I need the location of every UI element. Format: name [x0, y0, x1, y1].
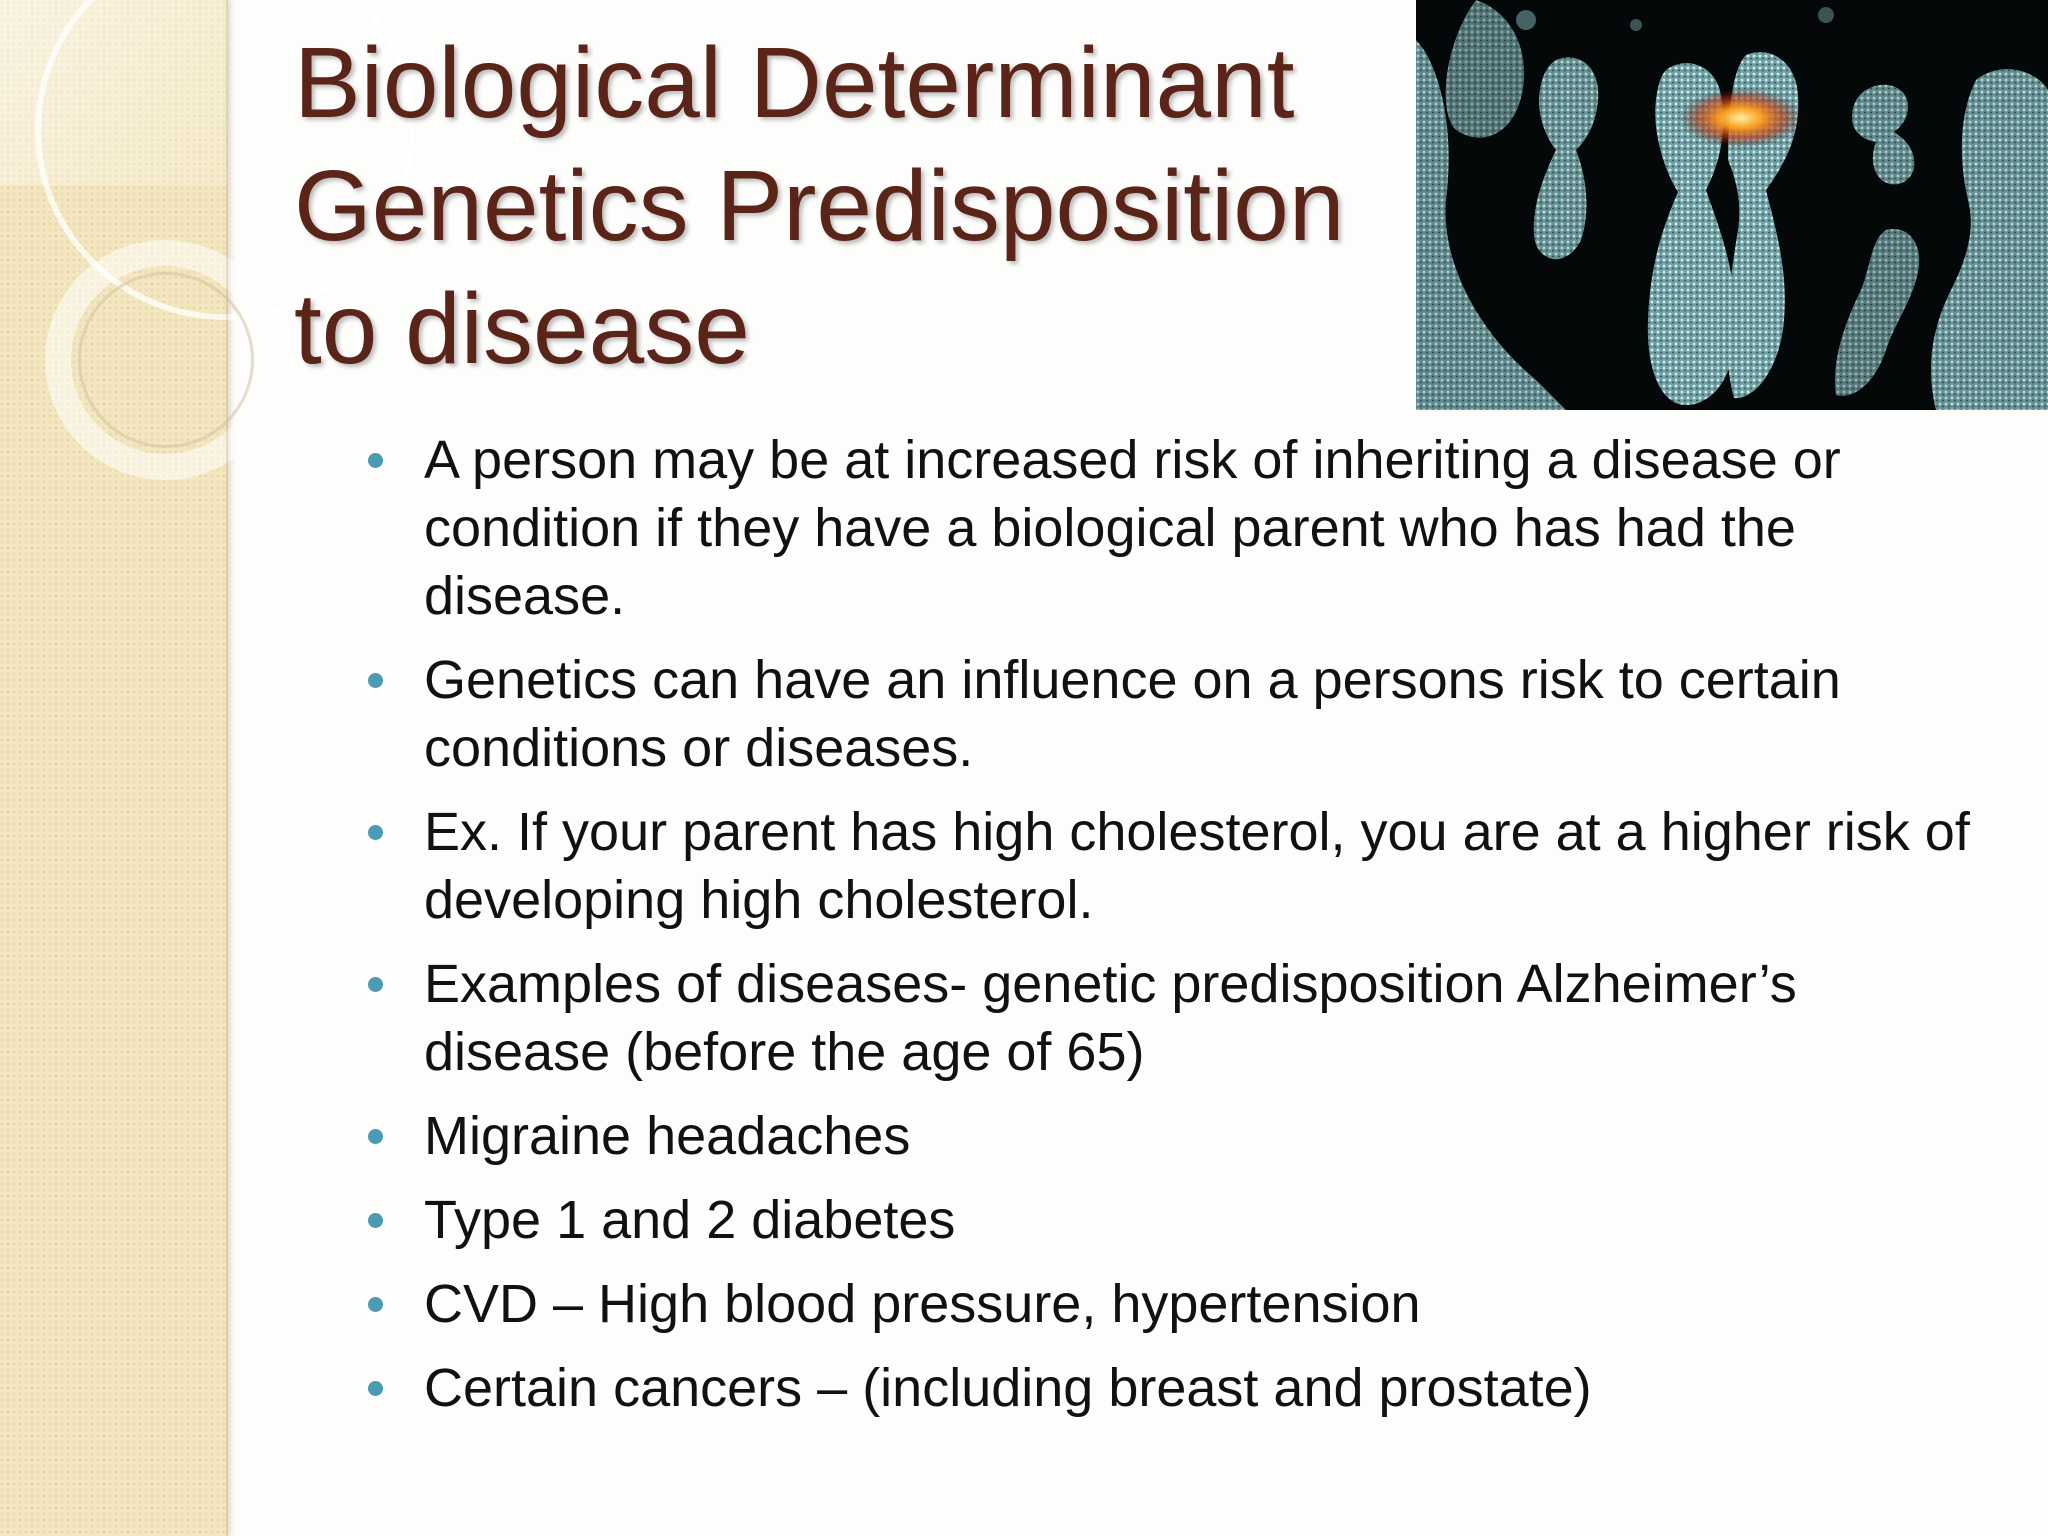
- bullet-dot-icon: [368, 1381, 383, 1396]
- bullet-text: Genetics can have an influence on a persons risk to certain conditions or diseases.: [424, 650, 1841, 778]
- bullet-dot-icon: [368, 977, 383, 992]
- band-edge-shadow: [226, 0, 230, 1536]
- bullet-dot-icon: [368, 453, 383, 468]
- bullet-text: A person may be at increased risk of inheriting a disease or condition if they have a biological parent who has had the disease.: [424, 430, 1841, 626]
- bullet-list: [360, 426, 1980, 1438]
- list-item: [360, 426, 1980, 630]
- chromosome-icon: [1416, 0, 2048, 410]
- bullet-text: Examples of diseases- genetic predisposition Alzheimer’s disease (before the age of 65): [424, 954, 1797, 1082]
- bullet-text: Type 1 and 2 diabetes: [424, 1190, 956, 1250]
- slide-title: [294, 22, 1394, 391]
- list-item: [360, 1186, 1980, 1254]
- title-line-1: Biological Determinant: [294, 27, 1295, 139]
- bullet-text: Certain cancers – (including breast and prostate): [424, 1358, 1592, 1418]
- title-line-2: Genetics Predisposition: [294, 150, 1345, 262]
- chromosome-image: [1416, 0, 2048, 410]
- bullet-dot-icon: [368, 825, 383, 840]
- bullet-text: CVD – High blood pressure, hypertension: [424, 1274, 1421, 1334]
- list-item: [360, 646, 1980, 782]
- bullet-dot-icon: [368, 1129, 383, 1144]
- title-line-3: to disease: [294, 273, 750, 385]
- bullet-text: Ex. If your parent has high cholesterol, you are at a higher risk of developing high cholesterol.: [424, 802, 1970, 930]
- list-item: [360, 1270, 1980, 1338]
- list-item: [360, 950, 1980, 1086]
- list-item: [360, 1102, 1980, 1170]
- decorative-side-band: [0, 0, 228, 1536]
- list-item: [360, 1354, 1980, 1422]
- bullet-dot-icon: [368, 1297, 383, 1312]
- bullet-dot-icon: [368, 673, 383, 688]
- bullet-text: Migraine headaches: [424, 1106, 911, 1166]
- bullet-dot-icon: [368, 1213, 383, 1228]
- list-item: [360, 798, 1980, 934]
